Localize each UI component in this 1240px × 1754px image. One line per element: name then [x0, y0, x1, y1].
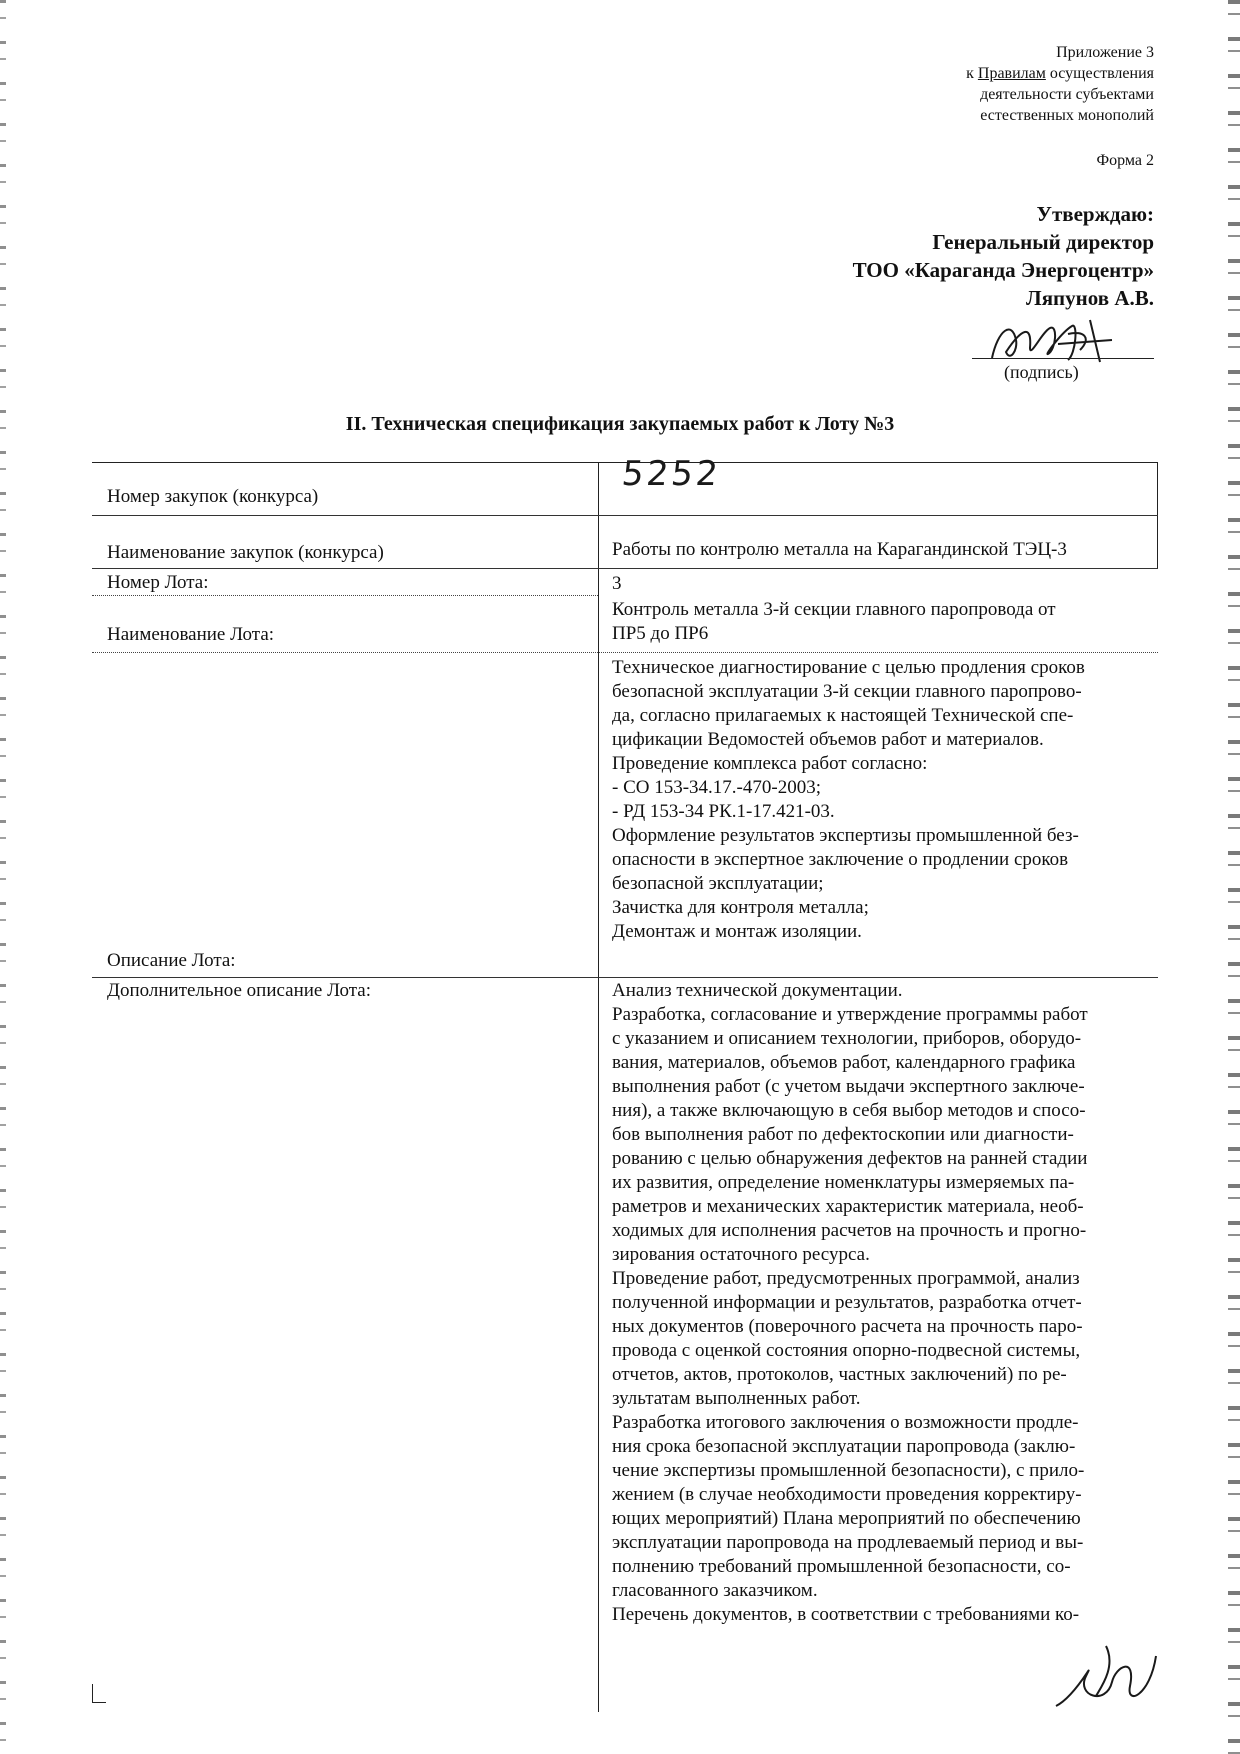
value-line: рованию с целью обнаружения дефектов на ранней стадии: [612, 1148, 1088, 1169]
appendix-line-2-underlined: Правилам: [977, 65, 1046, 82]
appendix-line-2: [966, 63, 1154, 84]
row-purchase-name-label: Наименование закупок (конкурса): [107, 542, 384, 563]
appendix-line-1: Приложение 3: [1056, 44, 1154, 61]
value-line: зультатам выполненных работ.: [612, 1388, 861, 1409]
value-line: да, согласно прилагаемых к настоящей Технической спе-: [612, 705, 1074, 726]
value-line: Разработка итогового заключения о возможности продле-: [612, 1412, 1079, 1433]
scan-edge-left: [0, 0, 6, 1754]
value-line: раметров и механических характеристик материала, необ-: [612, 1196, 1084, 1217]
value-line: Разработка, согласование и утверждение программы работ: [612, 1004, 1088, 1025]
approval-line-1: Утверждаю:: [1036, 202, 1154, 226]
value-line: их развития, определение номенклатуры измеряемых па-: [612, 1172, 1075, 1193]
approval-block: [853, 200, 1154, 312]
approval-line-3: ТОО «Караганда Энергоцентр»: [852, 258, 1154, 282]
value-line: Контроль металла 3-й секции главного паропровода от: [612, 599, 1056, 620]
value-line: ходимых для исполнения расчетов на прочность и прогно-: [612, 1220, 1087, 1241]
row-divider: [92, 595, 598, 596]
signature-line: [972, 358, 1154, 359]
value-line: ния), а также включающую в себя выбор методов и спосо-: [612, 1100, 1086, 1121]
value-line: Проведение работ, предусмотренных программой, анализ: [612, 1268, 1080, 1289]
row-purchase-name-value: Работы по контролю металла на Карагандинской ТЭЦ-3: [612, 539, 1067, 560]
value-line: ющих мероприятий) Плана мероприятий по обеспечению: [612, 1508, 1081, 1529]
row-divider: [92, 515, 1158, 516]
row-lot-description-value: [612, 656, 1152, 944]
approval-line-2: Генеральный директор: [932, 230, 1154, 254]
row-additional-description-value: [612, 979, 1152, 1627]
value-line: вания, материалов, объемов работ, календарного графика: [612, 1052, 1076, 1073]
value-line: Зачистка для контроля металла;: [612, 897, 869, 918]
signature-caption: (подпись): [1004, 362, 1079, 382]
value-line: полученной информации и результатов, разработка отчет-: [612, 1292, 1082, 1313]
value-line: зирования остаточного ресурса.: [612, 1244, 870, 1265]
value-line: ных документов (поверочного расчета на прочность паро-: [612, 1316, 1083, 1337]
value-line: ния срока безопасной эксплуатации паропровода (заклю-: [612, 1436, 1076, 1457]
row-purchase-number-value: 5252: [619, 454, 723, 494]
row-lot-description-label: Описание Лота:: [107, 950, 236, 971]
scan-edge-right: [1228, 0, 1240, 1754]
row-divider: [92, 568, 1158, 569]
value-line: чение экспертизы промышленной безопасности), с прило-: [612, 1460, 1085, 1481]
value-line: полнению требований промышленной безопасности, со-: [612, 1556, 1071, 1577]
table-left-tick: [92, 1684, 93, 1702]
value-line: Анализ технической документации.: [612, 980, 903, 1001]
form-label: Форма 2: [1096, 152, 1154, 169]
value-line: Демонтаж и монтаж изоляции.: [612, 921, 862, 942]
row-lot-number-label: Номер Лота:: [107, 572, 209, 593]
value-line: безопасной эксплуатации 3-й секции главного паропрово-: [612, 681, 1082, 702]
appendix-line-2-suffix: осуществления: [1045, 65, 1154, 82]
value-line: жением (в случае необходимости проведения корректиру-: [612, 1484, 1082, 1505]
value-line: опасности в экспертное заключение о продлении сроков: [612, 849, 1069, 870]
page-initials-signature: [1046, 1636, 1166, 1726]
value-line: провода с оценкой состояния опорно-подвесной системы,: [612, 1340, 1081, 1361]
appendix-reference: [966, 42, 1154, 126]
value-line: гласованного заказчиком.: [612, 1580, 818, 1601]
lot-specification-table: [92, 454, 1158, 1712]
row-lot-name-value: [612, 598, 1152, 646]
value-line: Оформление результатов экспертизы промышленной без-: [612, 825, 1079, 846]
row-divider: [92, 652, 1158, 653]
value-line: ПР5 до ПР6: [612, 623, 709, 644]
value-line: с указанием и описанием технологии, приборов, оборудо-: [612, 1028, 1082, 1049]
table-column-divider: [598, 462, 599, 1712]
value-line: - РД 153-34 РК.1-17.421-03.: [612, 801, 835, 822]
approval-line-4: Ляпунов А.В.: [1026, 286, 1154, 310]
value-line: безопасной эксплуатации;: [612, 873, 824, 894]
value-line: Перечень документов, в соответствии с требованиями ко-: [612, 1604, 1080, 1625]
row-lot-number-value: 3: [612, 573, 622, 594]
value-line: выполнения работ (с учетом выдачи экспертного заключе-: [612, 1076, 1085, 1097]
value-line: - СО 153-34.17.-470-2003;: [612, 777, 821, 798]
appendix-line-3: деятельности субъектами: [980, 86, 1154, 103]
table-bottom-tick: [92, 1702, 106, 1703]
value-line: Проведение комплекса работ согласно:: [612, 753, 928, 774]
section-title: II. Техническая спецификация закупаемых работ к Лоту №3: [345, 413, 895, 435]
appendix-line-4: естественных монополий: [980, 107, 1154, 124]
row-additional-description-label: Дополнительное описание Лота:: [107, 980, 372, 1001]
value-line: отчетов, актов, протоколов, частных заключений) по ре-: [612, 1364, 1067, 1385]
appendix-line-2-prefix: к: [966, 65, 978, 82]
row-lot-name-label: Наименование Лота:: [107, 624, 275, 645]
value-line: бов выполнения работ по дефектоскопии или диагности-: [612, 1124, 1074, 1145]
value-line: эксплуатации паропровода на продлеваемый период и вы-: [612, 1532, 1084, 1553]
row-divider: [92, 977, 1158, 978]
value-line: Техническое диагностирование с целью продления сроков: [612, 657, 1085, 678]
row-purchase-number-label: Номер закупок (конкурса): [107, 486, 319, 507]
value-line: цификации Ведомостей объемов работ и материалов.: [612, 729, 1044, 750]
